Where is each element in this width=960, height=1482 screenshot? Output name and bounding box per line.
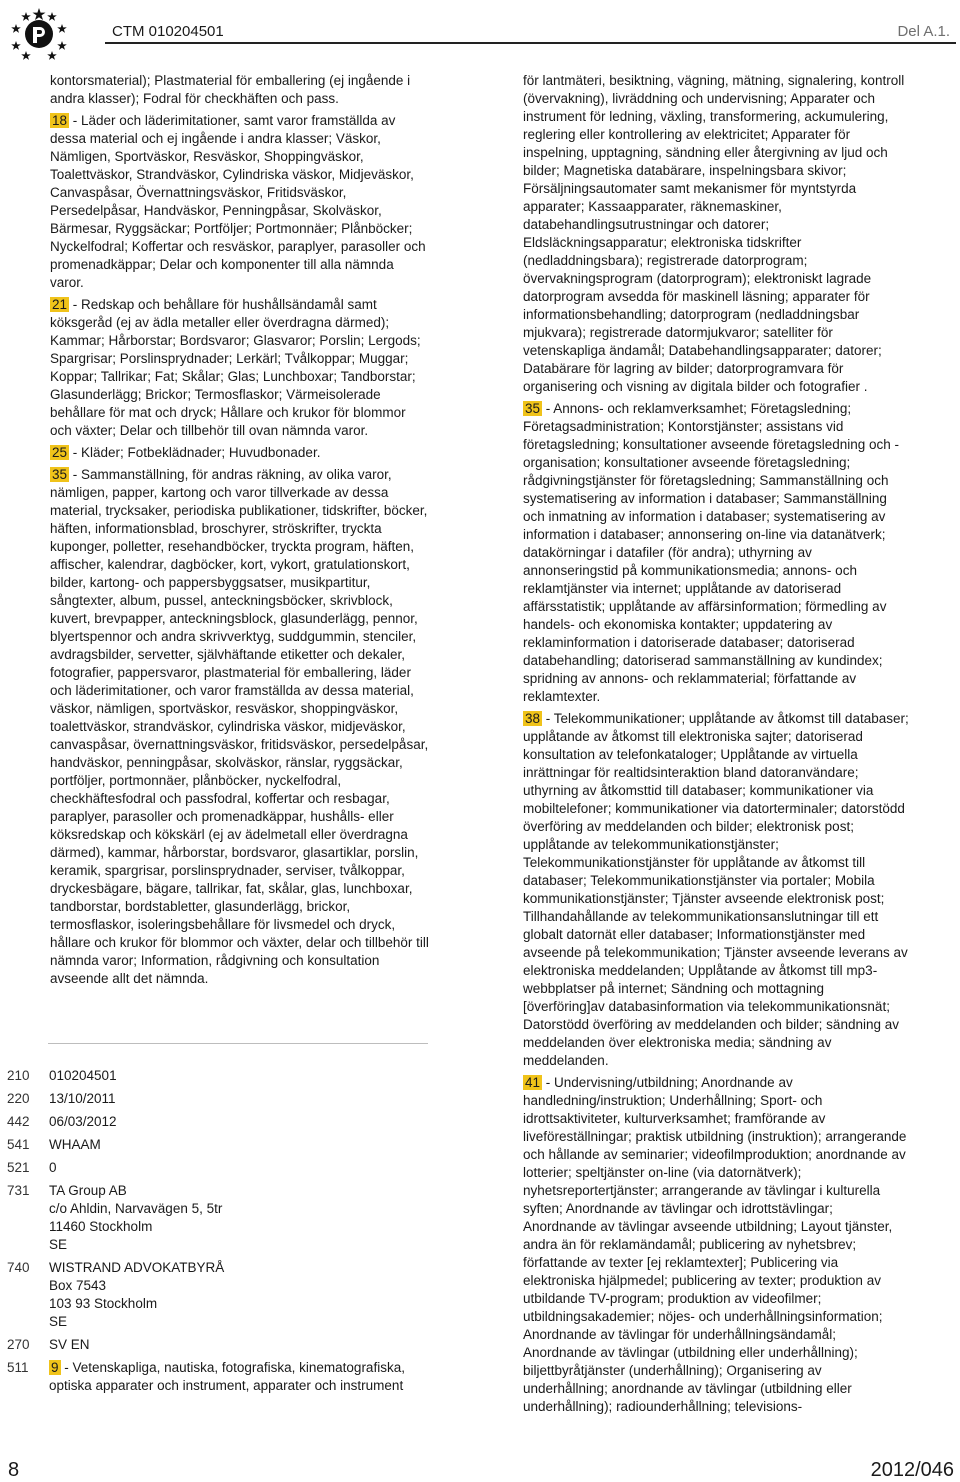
inid-value: 103 93 Stockholm (49, 1296, 158, 1311)
header-rule (105, 42, 956, 44)
inid-row (0, 1113, 440, 1131)
class-entry (50, 444, 430, 462)
inid-code: 541 (7, 1137, 30, 1152)
class-description: - Läder och läderimitationer, samt varor framställda av dessa material och ej ingående i andra klasser; Väskor, Nämligen, Sportväskor, Resväskor, Shoppingväskor, Toalettväskor, Strandväskor, Cylindriska väskor, Midjeväskor, Canvaspåsar, Övernattningsväskor, Fritidsväskor, Persedelpåsar, Handväskor, Penningpåsar, Skolväskor, Bärmesar, Ryggsäckar; Portföljer; Portmonnäer; Plånböcker; Nyckelfodral; Koffertar och resväskor, paraplyer, parasoller och promenadkäppar; Delar och komponenter till alla nämnda varor. (50, 113, 426, 290)
inid-value: 06/03/2012 (49, 1114, 117, 1129)
class-number-badge: 41 (525, 1075, 541, 1090)
inid-value: 11460 Stockholm (49, 1219, 153, 1234)
inid-value: WHAAM (49, 1137, 101, 1152)
ohim-logo-icon (6, 4, 72, 64)
inid-row (0, 1067, 440, 1085)
class-entry (523, 400, 909, 706)
bulletin-issue: 2012/046 (870, 1459, 954, 1481)
right-column (523, 72, 909, 1420)
left-intro-text: kontorsmaterial); Plastmaterial för emballering (ej ingående i andra klasser); Fodral för checkhäften och pass. (50, 73, 411, 106)
document-id: CTM 010204501 (112, 23, 224, 40)
inid-row (0, 1136, 440, 1154)
class-number-badge: 18 (52, 113, 68, 128)
inid-value: 0 (49, 1160, 57, 1175)
inid-row (0, 1359, 440, 1395)
class-description: - Kläder; Fotbeklädnader; Huvudbonader. (69, 445, 321, 460)
inid-code: 442 (7, 1114, 30, 1129)
class-number-badge: 35 (525, 401, 541, 416)
class-description: - Sammanställning, för andras räkning, av olika varor, nämligen, papper, kartong och varor tillverkade av dessa material, trycksaker, periodiska publikationer, tidskrifter, böcker, häften, informationsblad, broschyrer, ströskrifter, tryckta kuponger, polletter, resehandböcker, tryckta program, häften, affischer, kalendrar, dagböcker, kort, vykort, gratulationskort, bilder, kartong- och pappersbyggsatser, musikpartitur, sångtexter, album, pussel, anteckningsböcker, skrivblock, kuvert, brevpapper, anteckningsblock, glasunderlägg, pennor, blyertspennor och andra skrivverktyg, suddgummin, stenciler, avdragsbilder, servetter, självhäftande etiketter och dekaler, fotografier, pappersvaror, plastmaterial för emballering, läder och läderimitationer, och varor framställda av dessa material, väskor, nämligen, sportväskor, resväskor, shoppingväskor, toalettväskor, strandväskor, cylindriska väskor, midjeväskor, canvaspåsar, övernattningsväskor, fritidsväskor, persedelpåsar, handväskor, penningpåsar, skolväskor, ränslar, ryggsäckar, portföljer, portmonnäer, plånböcker, nyckelfodral, checkhäftesfodral och passfodral, koffertar och resbagar, paraplyer, parasoller och promenadkäppar, hushålls- eller köksredskap och kökskärl (ej av ädelmetall eller överdragna därmed), kammar, hårborstar, bordsvaror, glasartiklar, porslin, keramik, spargrisar, porslinsprydnader, serviser, tvålkoppar, dryckesbägare, bägare, tallrikar, fat, skålar, glas, lunchboxar, tandborstar, bordstabletter, glasunderlägg, brickor, termosflaskor, isoleringsbehållare för livsmedel och dryck, hållare och krukor för blommor och växter, delar och tillbehör till nämnda varor; Information, rådgivning och konsultation avseende allt det nämnda. (50, 467, 429, 986)
class-entry (50, 296, 430, 440)
class-entry (523, 710, 909, 1070)
class-number-badge: 38 (525, 711, 541, 726)
inid-row (0, 1159, 440, 1177)
class-entry (50, 466, 430, 988)
inid-value: Box 7543 (49, 1278, 107, 1293)
right-intro-text: för lantmäteri, besiktning, vägning, mätning, signalering, kontroll (övervakning), livräddning och undervisning; Apparater och instrument för ledning, växling, transformering, ackumulering, reglering eller kontrollering av elektricitet; Apparater för inspelning, upptagning, sändning eller återgivning av ljud och bilder; Magnetiska databärare, inspelningsbara skivor; Försäljningsautomater samt mekanismer för myntstyrda apparater; Kassaapparater, räknemaskiner, databehandlingsutrustningar och datorer; Eldsläckningsapparatur; elektroniska tidskrifter (nedladdningsbara); registrerade datorprogram; övervakningsprogram (datorprogram); elektroniskt lagrade datorprogram avsedda för maskinell läsning; apparater för informationsbehandling; datorprogram (nedladdningsbar mjukvara); registrerade datormjukvaror; satelliter för vetenskapliga ändamål; Databehandlingsapparater; datorer; Databärare för lagring av bilder; datorprogramvara för organisering och visning av digitala bilder och fotografier . (523, 73, 905, 394)
class-description: - Vetenskapliga, nautiska, fotografiska, kinematografiska, optiska apparater och instrument, apparater och instrument (49, 1360, 405, 1393)
inid-value: WISTRAND ADVOKATBYRÅ (49, 1260, 225, 1275)
inid-code: 740 (7, 1260, 30, 1275)
inid-value: TA Group AB (49, 1183, 127, 1198)
class-number-badge: 25 (52, 445, 68, 460)
inid-row (0, 1182, 440, 1254)
class-description: - Undervisning/utbildning; Anordnande av handledning/instruktion; Underhållning; Sport- och idrottsaktiviteter, kulturverksamhet; framförande av liveföreställningar; praktisk utbildning (instruktion); arrangerande och hållande av seminarier; videofilmproduktion; anordnande av lotterier; speltjänster on-line (via datornätverk); nyhetsreportertjänster; arrangerande av tävlingar i kulturella syften; Anordnande av tävlingar och idrottstävlingar; Anordnande av tävlingar avseende utbildning; Layout tjänster, andra än för reklamändamål; publicering av nyhetsbrev; författande av texter [ej reklamtexter]; Publicering via elektroniska hjälpmedel; publicering av texter; produktion av utbildande TV-program; produktion av videofilmer; utbildningsakademier; nöjes- och underhållningsinformation; Anordnande av tävlingar för underhållningsändamål; Anordnande av tävlingar (utbildning eller underhållning); biljettbyråtjänster (underhållning); Organisering av underhållning; anordnande av tävlingar (utbildning eller underhållning); radiounderhållning; televisions- (523, 1075, 907, 1414)
inid-value: SV EN (49, 1337, 90, 1352)
inid-code: 220 (7, 1091, 30, 1106)
section-label: Del A.1. (897, 23, 950, 40)
inid-row (0, 1090, 440, 1108)
class-description: - Annons- och reklamverksamhet; Företagsledning; Företagsadministration; Kontorstjänster; assistans vid företagsledning; konsultationer avseende företagsledning och -organisation; konsultationer avseende företagsledning; rådgivningstjänster för företagsledning; Sammanställning och systematisering av information i databaser; Sammanställning och inmatning av information i databaser; systematisering av information i databaser; annonsering on-line via datanätverk; datakörningar i datafiler (för andra); uthyrning av annonseringstid på kommunikationsmedia; annons- och reklamtjänster via internet; upplåtande av datoriserad affärsstatistik; upplåtande av affärsinformation; förmedling av handels- och ekonomiska kontakter; uppdatering av reklaminformation i datoriserade databaser; datoriserad databehandling; datoriserad sammanställning av kundindex; spridning av annons- och reklammaterial; författande av reklamtexter. (523, 401, 900, 704)
inid-value: SE (49, 1237, 68, 1252)
inid-value: SE (49, 1314, 68, 1329)
inid-value: 13/10/2011 (49, 1091, 116, 1106)
inid-code: 731 (7, 1183, 30, 1198)
inid-row (0, 1336, 440, 1354)
inid-value: 010204501 (49, 1068, 117, 1083)
page-number: 8 (8, 1459, 20, 1481)
class-number-badge: 35 (52, 467, 68, 482)
class-description: - Telekommunikationer; upplåtande av åtkomst till databaser; upplåtande av åtkomst till elektroniska sajter; datoriserad konsultation av telefonkataloger; Upplåtande av virtuella inrättningar för realtidsinteraktion bland datoranvändare; uthyrning av åtkomsttid till databaser; kommunikationer via mobiltelefoner; kommunikationer via datorterminaler; datorstödd överföring av meddelanden och bilder; elektronisk post; upplåtande av telekommunikationstjänster; Telekommunikationstjänster för upplåtande av åtkomst till databaser; Telekommunikationstjänster via portaler; Mobila kommunikationstjänster; Tjänster avseende elektronisk post; Tillhandahållande av telekommunikationsanslutningar till ett globalt datornät eller databaser; Informationstjänster med avseende på telekommunikation; Tjänster avseende leverans av elektroniska meddelanden; Upplåtande av åtkomst till mp3-webbplatser på internet; Sändning och mottagning [överföring]av databasinformation via telekommunikationsnät; Datorstödd överföring av meddelanden och bilder; sändning av meddelanden över elektroniska media; sändning av meddelanden. (523, 711, 909, 1068)
inid-code: 511 (7, 1360, 29, 1375)
inid-value: c/o Ahldin, Narvavägen 5, 5tr (49, 1201, 223, 1216)
inid-code: 270 (7, 1337, 30, 1352)
inid-row (0, 1259, 440, 1331)
section-divider (48, 1043, 428, 1044)
class-number-badge: 9 (51, 1360, 59, 1375)
class-entry (50, 112, 430, 292)
bibliographic-data (0, 1067, 440, 1400)
inid-code: 210 (7, 1068, 30, 1083)
class-number-badge: 21 (52, 297, 68, 312)
inid-code: 521 (7, 1160, 30, 1175)
class-description: - Redskap och behållare för hushållsändamål samt köksgeråd (ej av ädla metaller eller överdragna därmed); Kammar; Hårborstar; Bordsvaror; Glasvaror; Porslin; Lergods; Spargrisar; Porslinsprydnader; Lerkärl; Tvålkoppar; Muggar; Koppar; Tallrikar; Fat; Skålar; Glas; Lunchboxar; Tandborstar; Glasunderlägg; Brickor; Termosflaskor; Värmeisolerade behållare för mat och dryck; Hållare och krukor för blommor och växter; Delar och tillbehör till ovan nämnda varor. (50, 297, 421, 438)
left-column (50, 72, 430, 992)
class-entry (523, 1074, 909, 1416)
